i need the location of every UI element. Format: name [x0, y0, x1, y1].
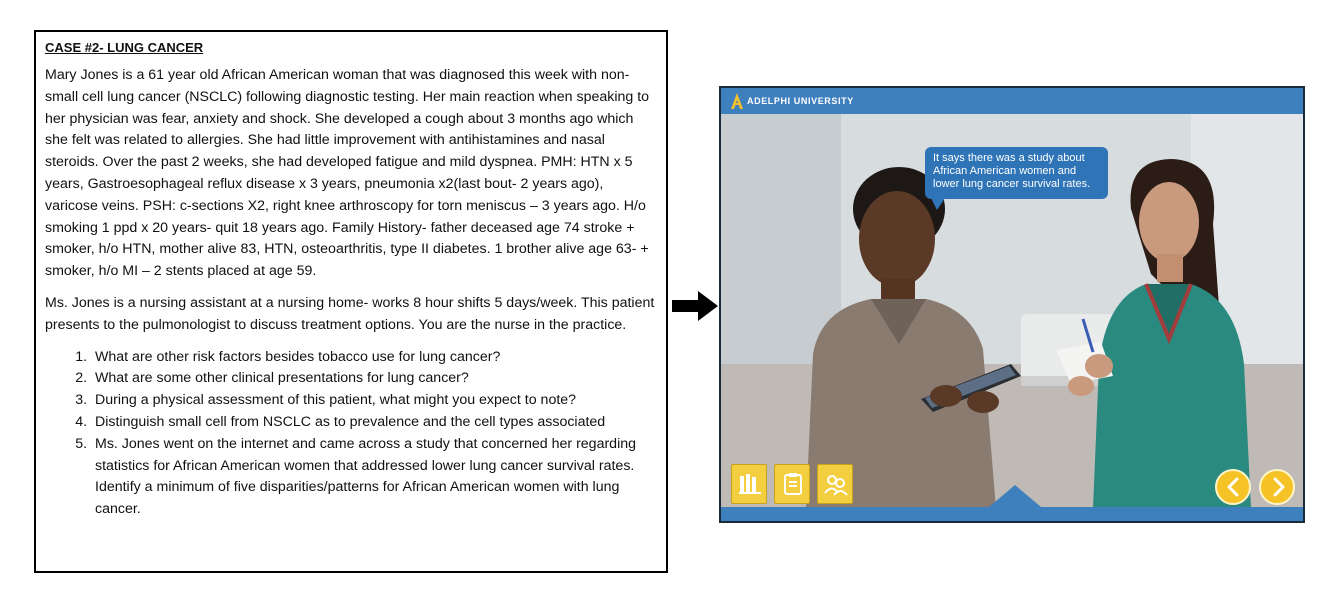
- university-logo-icon: [729, 91, 745, 111]
- books-icon: [738, 472, 762, 496]
- notes-button[interactable]: [774, 464, 810, 504]
- chevron-right-icon: [1268, 477, 1288, 497]
- app-footer: [721, 507, 1303, 521]
- question-item: 2. What are some other clinical presentations for lung cancer?: [91, 368, 656, 390]
- app-header: [721, 88, 1303, 114]
- previous-button[interactable]: [1215, 469, 1251, 505]
- case-document: [34, 30, 668, 573]
- question-item: 1. What are other risk factors besides tobacco use for lung cancer?: [91, 347, 656, 369]
- chevron-left-icon: [1224, 477, 1244, 497]
- case-title: CASE #2- LUNG CANCER: [45, 40, 204, 55]
- scene-image: [721, 114, 1303, 509]
- case-paragraph: Mary Jones is a 61 year old African American woman that was diagnosed this week with non-small cell lung cancer (NSCLC) following diagnostic testing. Her main reaction when speaking to her physician was fear, anxiety and shock. She developed a cough about 3 months ago which she felt was related to allergies. She had little improvement with antihistamines and nasal steroids. Over the past 2 weeks, she had developed fatigue and mild dyspnea. PMH: HTN x 5 years, Gastroesophageal reflux disease x 3 years, pneumonia x2(last bout- 2 years ago), varicose veins. PSH: c-sections X2, right knee arthroscopy for torn meniscus – 3 years ago. H/o smoking 1 ppd x 20 years- quit 18 years ago. Family History- father deceased age 74 stroke + smoker, h/o HTN, mother alive 83, HTN, osteoarthritis, type II diabetes. 1 brother alive age 63- + smoker, h/o MI – 2 stents placed at age 59.: [45, 67, 650, 280]
- characters-button[interactable]: [817, 464, 853, 504]
- right-arrow-icon: [672, 291, 718, 321]
- brand: [729, 91, 854, 111]
- case-paragraph: Ms. Jones is a nursing assistant at a nursing home- works 8 hour shifts 5 days/week. This patient presents to the pulmonologist to discuss treatment options. You are the nurse in the practice.: [45, 294, 655, 333]
- clipboard-icon: [781, 472, 805, 496]
- app-window: [719, 86, 1305, 523]
- brand-name: ADELPHI UNIVERSITY: [747, 96, 854, 106]
- question-item: 5. Ms. Jones went on the internet and came across a study that concerned her regarding statistics for African American women that addressed lower lung cancer survival rates. Identify a minimum of five disparities/patterns for African American women with lung cancer.: [91, 434, 656, 521]
- menu-tab[interactable]: [989, 485, 1041, 507]
- question-item: 4. Distinguish small cell from NSCLC as to prevalence and the cell types associated: [91, 412, 656, 434]
- question-list: [45, 347, 656, 521]
- next-button[interactable]: [1259, 469, 1295, 505]
- resources-button[interactable]: [731, 464, 767, 504]
- speech-bubble-tail: [931, 198, 945, 210]
- speech-bubble: It says there was a study about African American women and lower lung cancer survival rates.: [925, 147, 1108, 199]
- people-icon: [824, 472, 848, 496]
- question-item: 3. During a physical assessment of this patient, what might you expect to note?: [91, 390, 656, 412]
